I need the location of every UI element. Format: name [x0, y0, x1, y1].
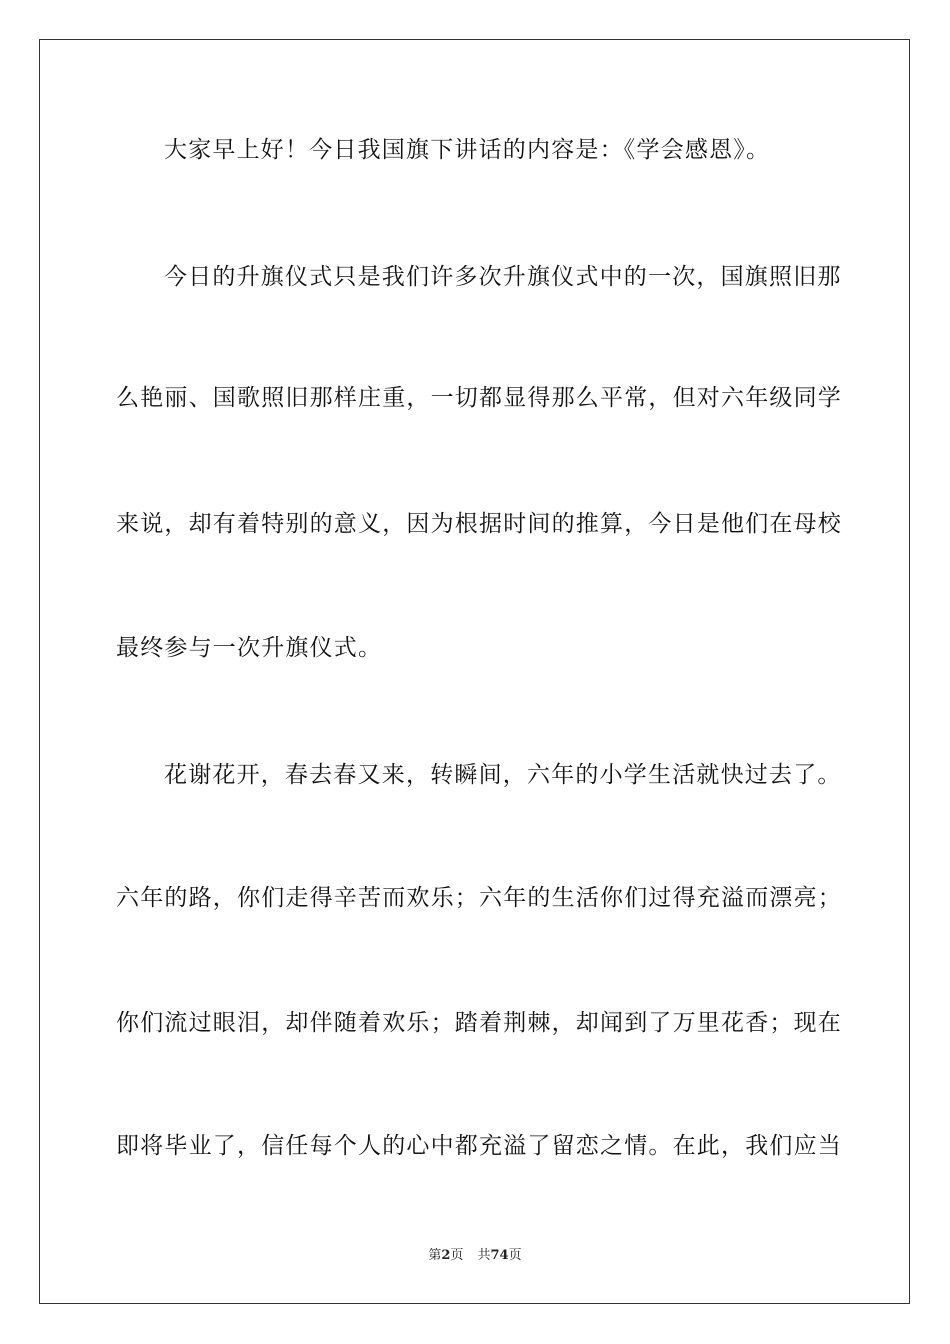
total-pages: 74: [490, 1248, 509, 1263]
text-line-5: 最终参与一次升旗仪式。: [116, 635, 383, 661]
text-line-2: 今日的升旗仪式只是我们许多次升旗仪式中的一次，国旗照旧那: [164, 264, 842, 290]
total-prefix: 共: [477, 1248, 491, 1263]
text-line-4: 来说，却有着特别的意义，因为根据时间的推算，今日是他们在母校: [116, 511, 842, 537]
text-line-9: 即将毕业了，信任每个人的心中都充溢了留恋之情。在此，我们应当: [116, 1133, 842, 1159]
page-prefix: 第: [428, 1248, 442, 1263]
page-footer: [0, 1248, 950, 1264]
text-line-3: 么艳丽、国歌照旧那样庄重，一切都显得那么平常，但对六年级同学: [116, 385, 842, 411]
text-line-6: 花谢花开，春去春又来，转瞬间，六年的小学生活就快过去了。: [164, 762, 842, 788]
page-frame: [39, 39, 910, 1304]
text-line-1: 大家早上好！今日我国旗下讲话的内容是：《学会感恩》。: [164, 137, 771, 163]
page-suffix: 页: [450, 1248, 464, 1263]
total-suffix: 页: [508, 1248, 522, 1263]
text-line-7: 六年的路，你们走得辛苦而欢乐；六年的生活你们过得充溢而漂亮；: [116, 885, 842, 911]
page-number: 2: [441, 1248, 451, 1263]
text-line-8: 你们流过眼泪，却伴随着欢乐；踏着荆棘，却闻到了万里花香；现在: [116, 1010, 842, 1036]
